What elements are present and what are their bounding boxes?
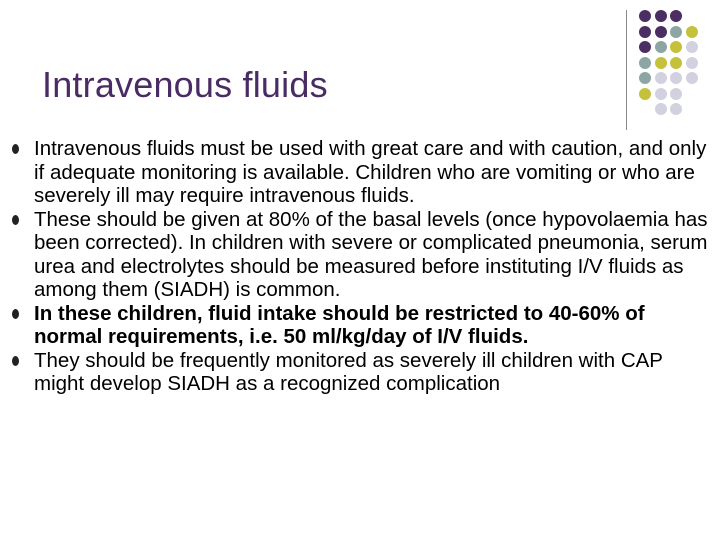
- decorative-dot: [670, 103, 682, 115]
- decorative-dot: [686, 26, 698, 38]
- bullet-text: In these children, fluid intake should be restricted to 40-60% of normal requirements, i.e. 50 ml/kg/day of I/V fluids.: [34, 301, 645, 348]
- decorative-dot: [670, 41, 682, 53]
- decorative-dot: [639, 10, 651, 22]
- decorative-dot: [655, 88, 667, 100]
- bullet-item: [12, 208, 718, 302]
- decorative-dot: [655, 41, 667, 53]
- bullet-text: They should be frequently monitored as severely ill children with CAP might develop SIADH as a recognized complication: [34, 348, 663, 395]
- decorative-dot: [639, 88, 651, 100]
- bullet-text: Intravenous fluids must be used with great care and with caution, and only if adequate monitoring is available. Children who are vomiting or who are severely ill may require intravenous fluids.: [34, 137, 707, 207]
- decorative-dot: [670, 10, 682, 22]
- slide-title: Intravenous fluids: [42, 64, 328, 105]
- decorative-dot: [639, 57, 651, 69]
- bullet-dot-icon: [12, 144, 19, 154]
- decorative-dot: [655, 57, 667, 69]
- bullet-item: [12, 349, 718, 396]
- decorative-dot: [655, 26, 667, 38]
- decorative-dot: [670, 88, 682, 100]
- decorative-dot: [639, 41, 651, 53]
- bullet-dot-icon: [12, 309, 19, 319]
- bullet-dot-icon: [12, 356, 19, 366]
- bullet-text: These should be given at 80% of the basal levels (once hypovolaemia has been corrected). In children with severe or complicated pneumonia, serum urea and electrolytes should be measured before instituting I/V fluids as among them (SIADH) is common.: [34, 207, 708, 301]
- decorative-dot: [670, 26, 682, 38]
- decorative-dot: [655, 72, 667, 84]
- bullet-item: [12, 302, 718, 349]
- decorative-dot: [639, 26, 651, 38]
- decorative-dot: [670, 57, 682, 69]
- decorative-dot: [686, 57, 698, 69]
- decorative-dot: [655, 103, 667, 115]
- bullet-list: [12, 137, 718, 396]
- bullet-dot-icon: [12, 215, 19, 225]
- decorative-dot: [686, 41, 698, 53]
- bullet-item: [12, 137, 718, 208]
- vertical-divider: [626, 10, 627, 130]
- decorative-dot: [655, 10, 667, 22]
- decorative-dot-grid: [639, 10, 719, 120]
- decorative-dot: [639, 72, 651, 84]
- decorative-dot: [686, 72, 698, 84]
- decorative-dot: [670, 72, 682, 84]
